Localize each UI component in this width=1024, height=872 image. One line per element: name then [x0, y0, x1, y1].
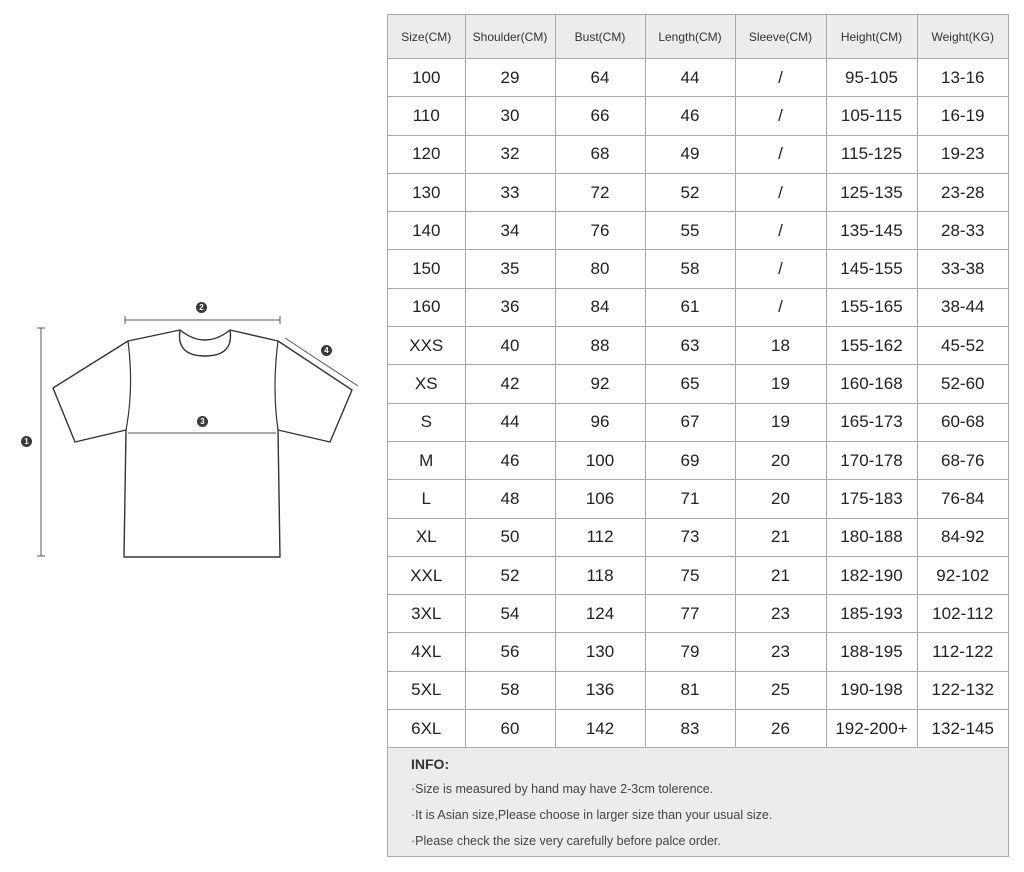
table-row [388, 441, 1008, 479]
table-cell: 135-145 [826, 212, 917, 250]
table-cell: 60-68 [917, 403, 1008, 441]
table-cell: 64 [555, 59, 645, 97]
table-row [388, 365, 1008, 403]
table-cell: S [388, 403, 465, 441]
table-cell: / [735, 212, 826, 250]
table-cell: 79 [645, 633, 735, 671]
info-line: ·Please check the size very carefully before palce order. [411, 834, 721, 849]
table-cell: 120 [388, 135, 465, 173]
table-cell: 106 [555, 480, 645, 518]
table-row [388, 173, 1008, 211]
info-line: ·Size is measured by hand may have 2-3cm tolerence. [411, 782, 714, 797]
table-cell: 46 [645, 97, 735, 135]
table-cell: 160 [388, 288, 465, 326]
table-cell: 83 [645, 710, 735, 748]
table-cell: 44 [465, 403, 555, 441]
table-cell: 77 [645, 595, 735, 633]
table-cell: 5XL [388, 671, 465, 709]
table-cell: 112-122 [917, 633, 1008, 671]
column-header: Bust(CM) [555, 15, 645, 59]
table-cell: 180-188 [826, 518, 917, 556]
column-header: Weight(KG) [917, 15, 1008, 59]
table-cell: 50 [465, 518, 555, 556]
table-cell: 136 [555, 671, 645, 709]
table-row [388, 480, 1008, 518]
table-cell: 185-193 [826, 595, 917, 633]
table-cell: M [388, 441, 465, 479]
table-cell: 76 [555, 212, 645, 250]
table-cell: 142 [555, 710, 645, 748]
table-row [388, 518, 1008, 556]
table-cell: 75 [645, 556, 735, 594]
table-cell: 84-92 [917, 518, 1008, 556]
table-cell: 40 [465, 327, 555, 365]
table-cell: / [735, 173, 826, 211]
table-cell: 122-132 [917, 671, 1008, 709]
table-row [388, 327, 1008, 365]
table-cell: 46 [465, 441, 555, 479]
table-cell: 23-28 [917, 173, 1008, 211]
table-row [388, 556, 1008, 594]
table-cell: XXS [388, 327, 465, 365]
table-cell: 52 [465, 556, 555, 594]
table-cell: 182-190 [826, 556, 917, 594]
table-cell: 67 [645, 403, 735, 441]
table-cell: 44 [645, 59, 735, 97]
table-cell: L [388, 480, 465, 518]
table-cell: 73 [645, 518, 735, 556]
info-title: INFO: [411, 756, 450, 773]
table-cell: 110 [388, 97, 465, 135]
table-cell: 80 [555, 250, 645, 288]
column-header: Size(CM) [388, 15, 465, 59]
table-cell: 34 [465, 212, 555, 250]
table-row [388, 595, 1008, 633]
table-cell: 81 [645, 671, 735, 709]
table-row [388, 633, 1008, 671]
table-cell: 130 [555, 633, 645, 671]
table-cell: 160-168 [826, 365, 917, 403]
table-cell: 55 [645, 212, 735, 250]
size-table [388, 15, 1008, 748]
table-cell: 6XL [388, 710, 465, 748]
table-cell: 60 [465, 710, 555, 748]
table-cell: 96 [555, 403, 645, 441]
table-cell: 68 [555, 135, 645, 173]
table-cell: 165-173 [826, 403, 917, 441]
table-cell: 16-19 [917, 97, 1008, 135]
table-cell: 13-16 [917, 59, 1008, 97]
table-cell: XS [388, 365, 465, 403]
table-cell: 23 [735, 633, 826, 671]
table-cell: 63 [645, 327, 735, 365]
table-cell: / [735, 288, 826, 326]
table-cell: 25 [735, 671, 826, 709]
table-cell: 23 [735, 595, 826, 633]
column-header: Length(CM) [645, 15, 735, 59]
table-cell: 58 [465, 671, 555, 709]
table-cell: 150 [388, 250, 465, 288]
size-chart [387, 14, 1009, 857]
shoulder-marker: 2 [196, 302, 207, 313]
table-cell: 95-105 [826, 59, 917, 97]
column-header: Sleeve(CM) [735, 15, 826, 59]
table-cell: 19 [735, 365, 826, 403]
tshirt-diagram [0, 0, 380, 872]
table-cell: 72 [555, 173, 645, 211]
table-row [388, 135, 1008, 173]
column-header: Height(CM) [826, 15, 917, 59]
table-cell: 102-112 [917, 595, 1008, 633]
table-cell: 170-178 [826, 441, 917, 479]
table-cell: 132-145 [917, 710, 1008, 748]
header-row [388, 15, 1008, 59]
table-cell: 125-135 [826, 173, 917, 211]
table-cell: 19 [735, 403, 826, 441]
table-cell: 35 [465, 250, 555, 288]
table-cell: 19-23 [917, 135, 1008, 173]
table-cell: 18 [735, 327, 826, 365]
table-row [388, 97, 1008, 135]
table-cell: 36 [465, 288, 555, 326]
table-cell: 100 [388, 59, 465, 97]
table-cell: 188-195 [826, 633, 917, 671]
table-cell: / [735, 59, 826, 97]
table-cell: 65 [645, 365, 735, 403]
info-line: ·It is Asian size,Please choose in larger size than your usual size. [411, 808, 773, 823]
table-cell: XXL [388, 556, 465, 594]
tshirt-outline-icon [0, 0, 380, 872]
table-cell: 112 [555, 518, 645, 556]
table-cell: 52-60 [917, 365, 1008, 403]
table-cell: 3XL [388, 595, 465, 633]
table-cell: 20 [735, 480, 826, 518]
table-cell: 26 [735, 710, 826, 748]
info-section [388, 748, 1008, 856]
table-cell: XL [388, 518, 465, 556]
table-cell: 76-84 [917, 480, 1008, 518]
bust-marker: 3 [197, 416, 208, 427]
table-cell: 54 [465, 595, 555, 633]
table-row [388, 250, 1008, 288]
table-cell: 140 [388, 212, 465, 250]
table-cell: 100 [555, 441, 645, 479]
sleeve-marker: 4 [321, 345, 332, 356]
table-cell: 92 [555, 365, 645, 403]
table-row [388, 59, 1008, 97]
table-row [388, 710, 1008, 748]
table-cell: 66 [555, 97, 645, 135]
table-cell: 190-198 [826, 671, 917, 709]
table-cell: 68-76 [917, 441, 1008, 479]
table-cell: 192-200+ [826, 710, 917, 748]
table-cell: 155-162 [826, 327, 917, 365]
table-cell: 21 [735, 518, 826, 556]
table-cell: 105-115 [826, 97, 917, 135]
column-header: Shoulder(CM) [465, 15, 555, 59]
table-cell: / [735, 135, 826, 173]
table-cell: 92-102 [917, 556, 1008, 594]
table-row [388, 403, 1008, 441]
length-marker: 1 [21, 436, 32, 447]
table-cell: 30 [465, 97, 555, 135]
table-cell: 33-38 [917, 250, 1008, 288]
table-cell: 21 [735, 556, 826, 594]
table-row [388, 671, 1008, 709]
table-cell: 155-165 [826, 288, 917, 326]
table-cell: 20 [735, 441, 826, 479]
table-cell: 145-155 [826, 250, 917, 288]
table-cell: 38-44 [917, 288, 1008, 326]
table-cell: 130 [388, 173, 465, 211]
table-cell: 115-125 [826, 135, 917, 173]
table-cell: 124 [555, 595, 645, 633]
table-cell: 32 [465, 135, 555, 173]
table-cell: 175-183 [826, 480, 917, 518]
table-cell: 88 [555, 327, 645, 365]
table-cell: / [735, 250, 826, 288]
table-cell: 29 [465, 59, 555, 97]
table-cell: 69 [645, 441, 735, 479]
table-cell: 56 [465, 633, 555, 671]
table-cell: 58 [645, 250, 735, 288]
table-cell: 33 [465, 173, 555, 211]
table-cell: 48 [465, 480, 555, 518]
table-cell: 45-52 [917, 327, 1008, 365]
table-cell: 28-33 [917, 212, 1008, 250]
table-cell: 71 [645, 480, 735, 518]
table-cell: 49 [645, 135, 735, 173]
table-cell: 4XL [388, 633, 465, 671]
table-cell: 84 [555, 288, 645, 326]
table-cell: 61 [645, 288, 735, 326]
table-cell: 52 [645, 173, 735, 211]
table-cell: / [735, 97, 826, 135]
table-cell: 118 [555, 556, 645, 594]
table-cell: 42 [465, 365, 555, 403]
table-row [388, 212, 1008, 250]
table-row [388, 288, 1008, 326]
